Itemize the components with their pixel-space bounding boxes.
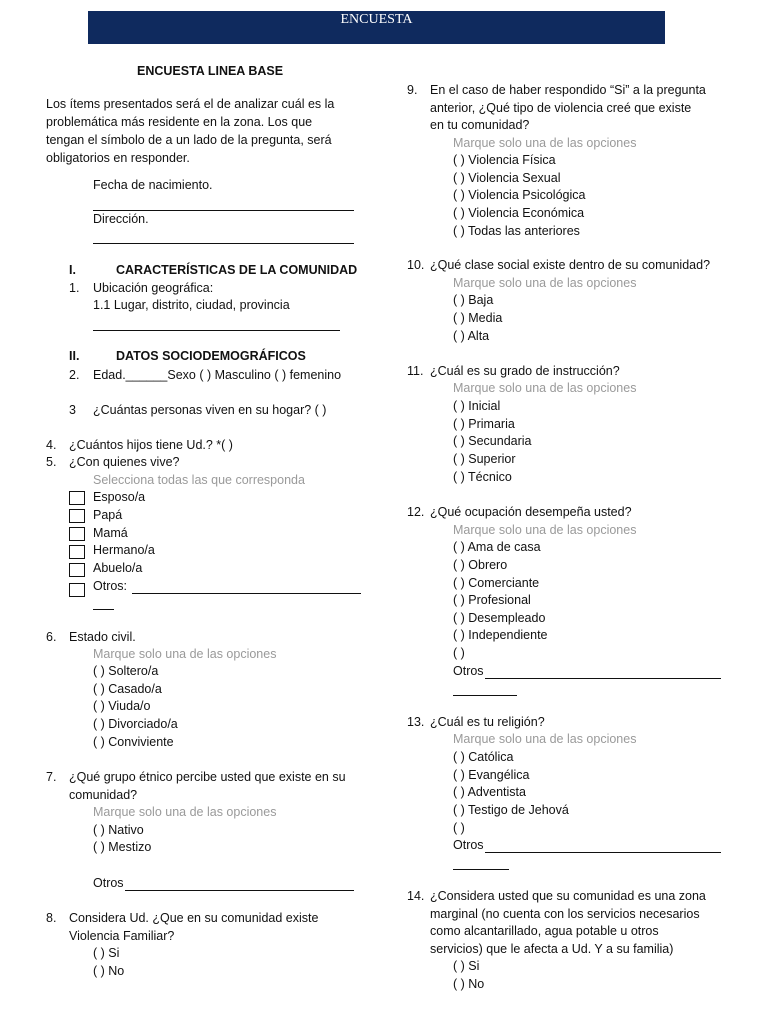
q9-option[interactable]: ( ) Violencia Sexual [453,171,561,185]
q14-option[interactable]: ( ) Si [453,959,480,973]
q5-option-label: Papá [93,508,123,522]
q5-other-field-continuation[interactable] [93,609,114,610]
q7-option[interactable]: ( ) Nativo [93,823,144,837]
q6-option[interactable]: ( ) Soltero/a [93,664,159,678]
checkbox-papa[interactable] [69,509,85,523]
q14-line-2: marginal (no cuenta con los servicios necesarios [430,907,700,921]
q12-option[interactable]: ( ) [453,646,465,660]
q4-text: ¿Cuántos hijos tiene Ud.? *( ) [69,438,233,452]
q9-option[interactable]: ( ) Violencia Psicológica [453,188,586,202]
checkbox-abuelo[interactable] [69,563,85,577]
section-1-title: CARACTERÍSTICAS DE LA COMUNIDAD [116,263,358,277]
q5-number: 5. [46,455,57,469]
q11-number: 11. [407,364,424,378]
q9-line-3: en tu comunidad? [430,118,530,132]
q6-option[interactable]: ( ) Viuda/o [93,699,151,713]
q12-hint: Marque solo una de las opciones [453,523,637,537]
q11-option[interactable]: ( ) Técnico [453,470,512,484]
q9-option[interactable]: ( ) Violencia Física [453,153,556,167]
q6-option[interactable]: ( ) Casado/a [93,682,162,696]
q6-option[interactable]: ( ) Divorciado/a [93,717,178,731]
q11-hint: Marque solo una de las opciones [453,381,637,395]
q4-number: 4. [46,438,57,452]
birth-date-field[interactable] [93,210,354,211]
q3-text: ¿Cuántas personas viven en su hogar? ( ) [93,403,327,417]
birth-date-label: Fecha de nacimiento. [93,178,213,192]
q8-option[interactable]: ( ) No [93,964,125,978]
q7-hint: Marque solo una de las opciones [93,805,277,819]
q12-other-field[interactable] [485,678,721,679]
q13-text: ¿Cuál es tu religión? [430,715,545,729]
section-2-title: DATOS SOCIODEMOGRÁFICOS [116,349,306,363]
q13-option[interactable]: ( ) Evangélica [453,768,530,782]
q10-option[interactable]: ( ) Baja [453,293,494,307]
q12-option[interactable]: ( ) Desempleado [453,611,546,625]
checkbox-mama[interactable] [69,527,85,541]
address-label: Dirección. [93,212,149,226]
section-1-number: I. [69,263,76,277]
q6-hint: Marque solo una de las opciones [93,647,277,661]
q11-option[interactable]: ( ) Primaria [453,417,515,431]
q14-line-4: servicios) que le afecta a Ud. Y a su familia) [430,942,674,956]
q11-text: ¿Cuál es su grado de instrucción? [430,364,620,378]
q10-number: 10. [407,258,425,272]
q13-other-field-continuation[interactable] [453,869,509,870]
q5-hint: Selecciona todas las que corresponda [93,473,305,487]
survey-title: ENCUESTA LINEA BASE [137,64,284,78]
q6-text: Estado civil. [69,630,136,644]
intro-line-1: Los ítems presentados será el de analizar cuál es la [46,97,335,111]
q2-text: Edad.______Sexo ( ) Masculino ( ) femenino [93,368,342,382]
q5-option-label: Mamá [93,526,128,540]
q9-hint: Marque solo una de las opciones [453,136,637,150]
q9-option[interactable]: ( ) Violencia Económica [453,206,585,220]
q10-option[interactable]: ( ) Media [453,311,503,325]
q9-line-1: En el caso de haber respondido “Si” a la pregunta [430,83,706,97]
q6-number: 6. [46,630,57,644]
q13-hint: Marque solo una de las opciones [453,732,637,746]
address-field[interactable] [93,243,354,244]
q8-number: 8. [46,911,57,925]
header-title: ENCUESTA [340,12,413,27]
q1-answer-field[interactable] [93,330,340,331]
q14-line-3: como alcantarillado, agua potable u otros [430,924,659,938]
q7-line-2: comunidad? [69,788,138,802]
q11-option[interactable]: ( ) Secundaria [453,434,532,448]
q2-number: 2. [69,368,80,382]
q6-option[interactable]: ( ) Conviviente [93,735,174,749]
q12-other-field-continuation[interactable] [453,695,517,696]
q3-number: 3 [69,403,76,417]
intro-line-4: obligatorios en responder. [46,151,190,165]
q7-option[interactable]: ( ) Mestizo [93,840,152,854]
q14-number: 14. [407,889,425,903]
q14-line-1: ¿Considera usted que su comunidad es una zona [430,889,706,903]
q11-option[interactable]: ( ) Superior [453,452,516,466]
q1-number: 1. [69,281,80,295]
q5-option-label: Hermano/a [93,543,155,557]
q8-line-1: Considera Ud. ¿Que en su comunidad existe [69,911,319,925]
checkbox-esposo[interactable] [69,491,85,505]
checkbox-otros[interactable] [69,583,85,597]
q5-option-label: Esposo/a [93,490,146,504]
q9-option[interactable]: ( ) Todas las anteriores [453,224,580,238]
q5-option-label: Otros: [93,579,128,593]
q13-option[interactable]: ( ) [453,821,465,835]
checkbox-hermano[interactable] [69,545,85,559]
q13-number: 13. [407,715,425,729]
q10-text: ¿Qué clase social existe dentro de su comunidad? [430,258,711,272]
q13-other-label: Otros [453,838,484,852]
q8-line-2: Violencia Familiar? [69,929,175,943]
q14-option[interactable]: ( ) No [453,977,485,991]
q12-option[interactable]: ( ) Profesional [453,593,531,607]
q7-line-1: ¿Qué grupo étnico percibe usted que existe en su [69,770,346,784]
intro-line-3: tengan el símbolo de a un lado de la pregunta, será [46,133,332,147]
q5-option-label: Abuelo/a [93,561,143,575]
q9-number: 9. [407,83,418,97]
q8-option[interactable]: ( ) Si [93,946,120,960]
q13-option[interactable]: ( ) Testigo de Jehová [453,803,569,817]
q12-other-label: Otros [453,664,484,678]
q7-other-label: Otros [93,876,124,890]
header-banner [88,11,665,44]
intro-line-2: problemática más residente en la zona. Los que [46,115,313,129]
q1-sub: 1.1 Lugar, distrito, ciudad, provincia [93,298,290,312]
q12-option[interactable]: ( ) Comerciante [453,576,540,590]
q12-option[interactable]: ( ) Obrero [453,558,508,572]
q11-option[interactable]: ( ) Inicial [453,399,501,413]
q5-other-field[interactable] [132,593,361,594]
q12-option[interactable]: ( ) Independiente [453,628,548,642]
q12-text: ¿Qué ocupación desempeña usted? [430,505,632,519]
section-2-number: II. [69,349,80,363]
q7-other-field[interactable] [125,890,354,891]
q13-option[interactable]: ( ) Adventista [453,785,526,799]
q9-line-2: anterior, ¿Qué tipo de violencia creé que existe [430,101,692,115]
q13-other-field[interactable] [485,852,721,853]
q10-hint: Marque solo una de las opciones [453,276,637,290]
q7-number: 7. [46,770,57,784]
q1-text: Ubicación geográfica: [93,281,214,295]
q10-option[interactable]: ( ) Alta [453,329,490,343]
q5-text: ¿Con quienes vive? [69,455,180,469]
q12-number: 12. [407,505,425,519]
q13-option[interactable]: ( ) Católica [453,750,514,764]
q12-option[interactable]: ( ) Ama de casa [453,540,541,554]
